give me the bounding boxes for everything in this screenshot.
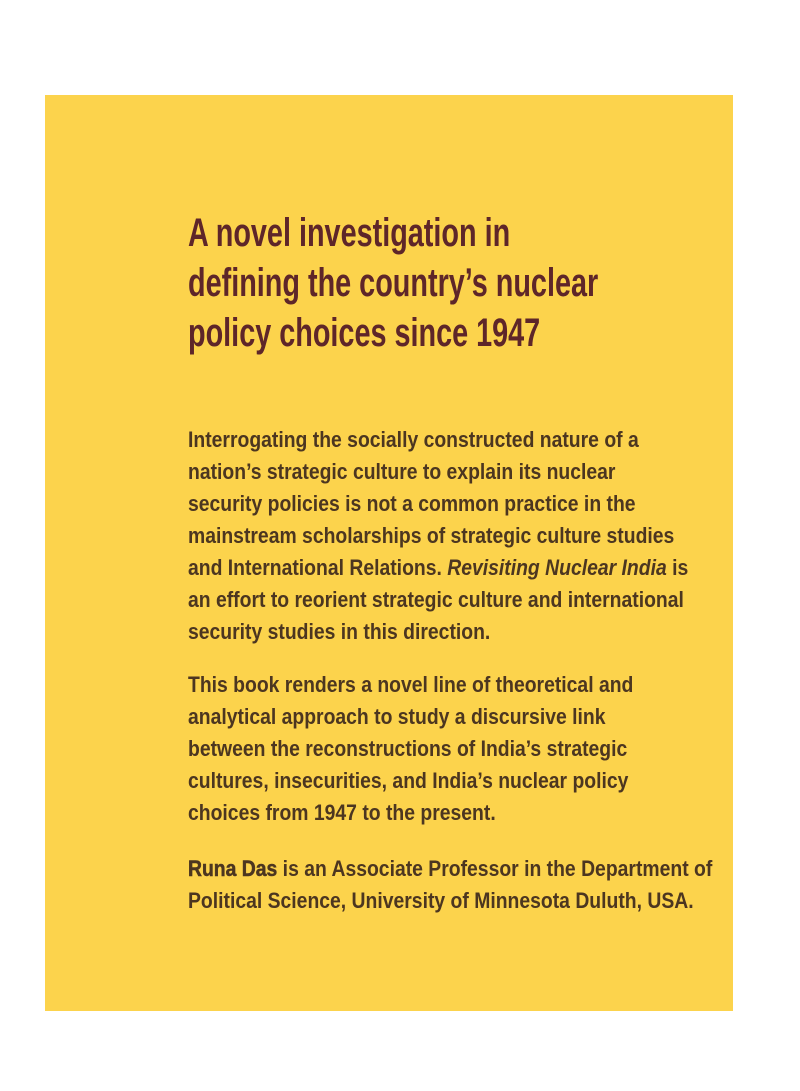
- text-segment: defining the country’s nuclear: [188, 261, 599, 305]
- synopsis-paragraph-2: [188, 669, 751, 829]
- text-line: [188, 765, 751, 797]
- text-line: [188, 208, 692, 258]
- text-line: [188, 701, 751, 733]
- text-line: [188, 456, 751, 488]
- yellow-cover-panel: [45, 95, 733, 1011]
- text-line: [188, 488, 751, 520]
- author-bio-paragraph: [188, 853, 751, 917]
- text-segment: Political Science, University of Minnesota Duluth, USA.: [188, 888, 694, 913]
- text-segment: and International Relations.: [188, 555, 448, 580]
- text-line: [188, 552, 751, 584]
- text-segment: between the reconstructions of India’s strategic: [188, 736, 628, 761]
- text-segment: an effort to reorient strategic culture and international: [188, 587, 684, 612]
- text-segment: cultures, insecurities, and India’s nuclear policy: [188, 768, 629, 793]
- text-segment-italic: Revisiting Nuclear India: [447, 555, 667, 580]
- text-segment: mainstream scholarships of strategic culture studies: [188, 523, 675, 548]
- text-line: [188, 616, 751, 648]
- text-segment: security policies is not a common practice in the: [188, 491, 636, 516]
- text-line: [188, 520, 751, 552]
- cover-headline: [188, 208, 692, 358]
- cover-body: [188, 424, 733, 917]
- text-line: [188, 733, 751, 765]
- text-line: [188, 669, 751, 701]
- text-segment: A novel investigation in: [188, 211, 511, 255]
- text-segment: security studies in this direction.: [188, 619, 491, 644]
- text-line: [188, 424, 751, 456]
- text-segment: analytical approach to study a discursive link: [188, 704, 606, 729]
- text-segment: policy choices since 1947: [188, 311, 541, 355]
- text-segment: choices from 1947 to the present.: [188, 800, 496, 825]
- cover-content: [45, 95, 733, 917]
- synopsis-paragraph-1: [188, 424, 751, 648]
- text-segment: is an Associate Professor in the Department of: [277, 856, 713, 881]
- text-segment-bold: Runa Das: [188, 856, 278, 881]
- text-segment: is: [666, 555, 689, 580]
- text-line: [188, 584, 751, 616]
- text-line: [188, 797, 751, 829]
- text-line: [188, 885, 751, 917]
- text-line: [188, 308, 692, 358]
- text-segment: nation’s strategic culture to explain its nuclear: [188, 459, 616, 484]
- text-line: [188, 853, 751, 885]
- text-segment: This book renders a novel line of theoretical and: [188, 672, 634, 697]
- text-segment: Interrogating the socially constructed nature of a: [188, 427, 639, 452]
- text-line: [188, 258, 692, 308]
